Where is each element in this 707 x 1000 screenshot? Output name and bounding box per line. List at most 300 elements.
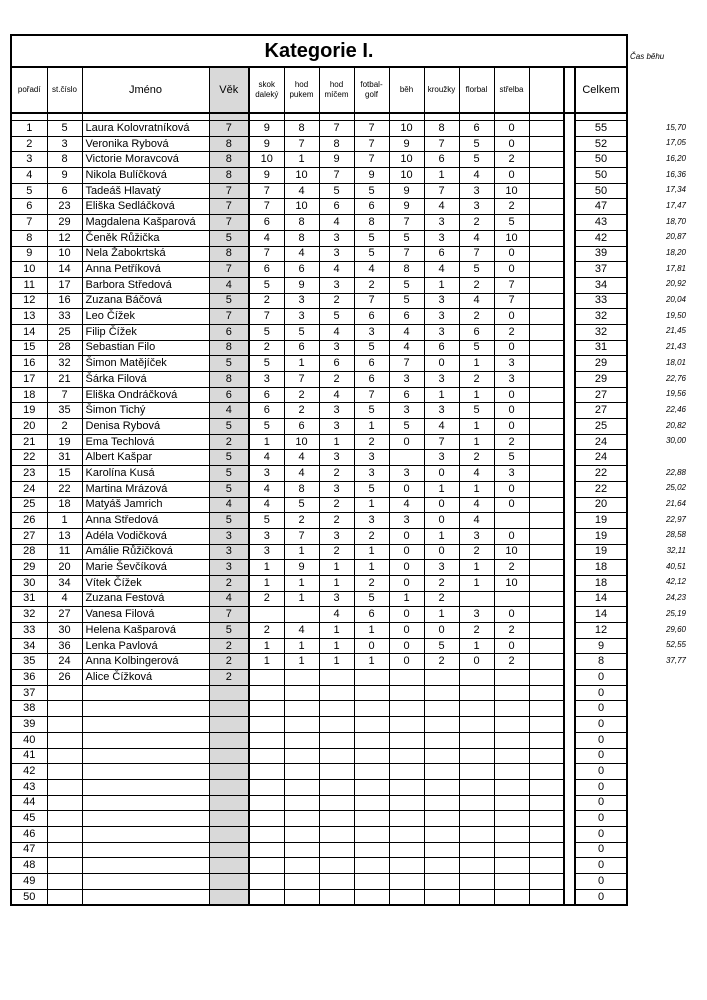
run-time-value: 24,23: [665, 593, 686, 603]
score-cell: 6: [284, 262, 319, 278]
score-cell: 9: [319, 152, 354, 168]
score-cell: [424, 717, 459, 733]
score-cell: 1: [459, 575, 494, 591]
age-cell: [209, 795, 249, 811]
score-cell: 2: [354, 528, 389, 544]
score-cell: 9: [389, 199, 424, 215]
start-number-cell: 14: [47, 262, 82, 278]
score-cell: [529, 544, 564, 560]
age-cell: [209, 858, 249, 874]
start-number-cell: 34: [47, 575, 82, 591]
score-cell: 2: [319, 544, 354, 560]
table-row: [11, 168, 627, 184]
score-cell: 3: [354, 324, 389, 340]
score-cell: [249, 685, 284, 701]
score-cell: 6: [249, 262, 284, 278]
start-number-cell: 8: [47, 152, 82, 168]
age-cell: 7: [209, 121, 249, 137]
total-cell: 0: [575, 732, 627, 748]
total-cell: 0: [575, 858, 627, 874]
score-cell: 0: [494, 340, 529, 356]
score-cell: 3: [319, 591, 354, 607]
score-cell: [529, 513, 564, 529]
score-cell: 10: [389, 168, 424, 184]
score-cell: 4: [249, 497, 284, 513]
score-cell: [494, 858, 529, 874]
header-gap: [564, 67, 575, 113]
score-cell: 6: [319, 199, 354, 215]
gap-cell: [564, 513, 575, 529]
name-cell: Alice Čížková: [82, 670, 209, 686]
name-cell: Ema Techlová: [82, 434, 209, 450]
score-cell: 5: [249, 324, 284, 340]
header-poradi: pořadí: [11, 67, 47, 113]
gap-cell: [564, 544, 575, 560]
score-cell: 9: [389, 183, 424, 199]
score-cell: [284, 779, 319, 795]
rank-cell: 21: [11, 434, 47, 450]
start-number-cell: 5: [47, 121, 82, 137]
score-cell: 1: [284, 356, 319, 372]
score-cell: 9: [354, 168, 389, 184]
score-cell: [319, 779, 354, 795]
score-cell: 2: [319, 497, 354, 513]
total-cell: 14: [575, 591, 627, 607]
score-cell: [319, 889, 354, 905]
run-time-value: 22,46: [665, 404, 686, 414]
start-number-cell: 11: [47, 544, 82, 560]
header-krouzky: kroužky: [424, 67, 459, 113]
score-cell: 1: [319, 434, 354, 450]
score-cell: 2: [354, 277, 389, 293]
rank-cell: 6: [11, 199, 47, 215]
score-cell: 2: [459, 544, 494, 560]
score-cell: [529, 858, 564, 874]
total-cell: 24: [575, 434, 627, 450]
total-cell: 0: [575, 889, 627, 905]
score-cell: 5: [389, 293, 424, 309]
score-cell: 6: [354, 356, 389, 372]
rank-cell: 18: [11, 387, 47, 403]
score-cell: 6: [249, 387, 284, 403]
table-row: [11, 858, 627, 874]
score-cell: [249, 670, 284, 686]
score-cell: 4: [319, 387, 354, 403]
table-row: [11, 591, 627, 607]
score-cell: 0: [494, 481, 529, 497]
score-cell: 10: [389, 152, 424, 168]
score-cell: [354, 889, 389, 905]
total-cell: 0: [575, 811, 627, 827]
score-cell: 10: [494, 575, 529, 591]
gap-cell: [564, 607, 575, 623]
rank-cell: 40: [11, 732, 47, 748]
age-cell: 5: [209, 450, 249, 466]
run-time-header: Čas běhu: [630, 52, 665, 61]
score-cell: 7: [284, 136, 319, 152]
score-cell: 1: [424, 277, 459, 293]
score-cell: [424, 701, 459, 717]
score-cell: 1: [459, 481, 494, 497]
score-cell: [389, 450, 424, 466]
run-time-value: 19,50: [665, 310, 686, 320]
name-cell: Albert Kašpar: [82, 450, 209, 466]
score-cell: [459, 764, 494, 780]
age-cell: 6: [209, 324, 249, 340]
score-cell: 2: [319, 466, 354, 482]
total-cell: 0: [575, 826, 627, 842]
age-cell: 2: [209, 654, 249, 670]
score-cell: [494, 889, 529, 905]
age-cell: 5: [209, 293, 249, 309]
header-celkem: Celkem: [575, 67, 627, 113]
gap-cell: [564, 136, 575, 152]
score-cell: 4: [319, 215, 354, 231]
name-cell: [82, 889, 209, 905]
score-cell: [389, 685, 424, 701]
score-cell: [249, 826, 284, 842]
score-cell: [354, 779, 389, 795]
table-row: [11, 889, 627, 905]
rank-cell: 36: [11, 670, 47, 686]
table-row: [11, 607, 627, 623]
score-cell: 3: [459, 528, 494, 544]
score-cell: 0: [389, 623, 424, 639]
run-time-value: 20,87: [665, 232, 686, 242]
score-cell: [389, 858, 424, 874]
table-row: [11, 717, 627, 733]
start-number-cell: 1: [47, 513, 82, 529]
age-cell: [209, 732, 249, 748]
total-cell: 0: [575, 748, 627, 764]
start-number-cell: 13: [47, 528, 82, 544]
score-cell: 2: [249, 340, 284, 356]
score-cell: 4: [424, 199, 459, 215]
score-cell: [319, 826, 354, 842]
score-cell: 2: [494, 324, 529, 340]
score-cell: 10: [284, 199, 319, 215]
score-cell: [424, 779, 459, 795]
age-cell: 8: [209, 372, 249, 388]
score-cell: 2: [459, 450, 494, 466]
score-cell: [529, 387, 564, 403]
score-cell: [459, 591, 494, 607]
rank-cell: 43: [11, 779, 47, 795]
name-cell: [82, 842, 209, 858]
score-cell: [529, 403, 564, 419]
score-cell: [354, 732, 389, 748]
score-cell: [494, 685, 529, 701]
score-cell: 9: [284, 277, 319, 293]
score-cell: [249, 701, 284, 717]
start-number-cell: 18: [47, 497, 82, 513]
total-cell: 20: [575, 497, 627, 513]
rank-cell: 9: [11, 246, 47, 262]
score-cell: 2: [249, 591, 284, 607]
score-cell: 3: [319, 481, 354, 497]
start-number-cell: [47, 685, 82, 701]
score-cell: [284, 685, 319, 701]
score-cell: 5: [459, 340, 494, 356]
score-cell: 0: [389, 607, 424, 623]
age-cell: 5: [209, 513, 249, 529]
score-cell: 6: [424, 246, 459, 262]
gap-cell: [564, 277, 575, 293]
score-cell: [424, 889, 459, 905]
score-cell: [529, 497, 564, 513]
rank-cell: 1: [11, 121, 47, 137]
start-number-cell: [47, 889, 82, 905]
score-cell: 8: [389, 262, 424, 278]
score-cell: [459, 717, 494, 733]
score-cell: 5: [494, 215, 529, 231]
score-cell: 7: [284, 528, 319, 544]
score-cell: 3: [319, 450, 354, 466]
score-cell: 0: [389, 481, 424, 497]
score-cell: 0: [494, 638, 529, 654]
score-cell: 9: [249, 121, 284, 137]
score-cell: 0: [424, 544, 459, 560]
score-cell: 0: [494, 497, 529, 513]
score-cell: 5: [459, 262, 494, 278]
name-cell: Eliška Sedláčková: [82, 199, 209, 215]
total-cell: 0: [575, 842, 627, 858]
age-cell: [209, 701, 249, 717]
age-cell: 7: [209, 199, 249, 215]
run-time-value: 25,19: [665, 608, 686, 618]
score-cell: 5: [249, 277, 284, 293]
score-cell: [529, 168, 564, 184]
score-cell: 3: [319, 528, 354, 544]
score-cell: [459, 732, 494, 748]
score-cell: [494, 795, 529, 811]
score-cell: 2: [494, 152, 529, 168]
score-cell: [459, 858, 494, 874]
score-cell: 3: [389, 372, 424, 388]
score-cell: 9: [249, 136, 284, 152]
table-row: [11, 466, 627, 482]
header-st-cislo: st.číslo: [47, 67, 82, 113]
name-cell: Veronika Rybová: [82, 136, 209, 152]
age-cell: 8: [209, 136, 249, 152]
table-row: [11, 434, 627, 450]
age-cell: 6: [209, 387, 249, 403]
score-cell: [284, 842, 319, 858]
score-cell: [319, 764, 354, 780]
name-cell: Barbora Středová: [82, 277, 209, 293]
score-cell: [284, 874, 319, 890]
name-cell: Nikola Bulíčková: [82, 168, 209, 184]
score-cell: [529, 717, 564, 733]
table-row: [11, 701, 627, 717]
gap-cell: [564, 701, 575, 717]
total-cell: 50: [575, 152, 627, 168]
table-row: [11, 183, 627, 199]
header-florbal: florbal: [459, 67, 494, 113]
score-cell: 0: [494, 403, 529, 419]
name-cell: Anna Středová: [82, 513, 209, 529]
run-time-value: 28,58: [665, 530, 686, 540]
age-cell: 4: [209, 277, 249, 293]
score-cell: 0: [424, 356, 459, 372]
start-number-cell: 21: [47, 372, 82, 388]
rank-cell: 50: [11, 889, 47, 905]
rank-cell: 17: [11, 372, 47, 388]
age-cell: 7: [209, 262, 249, 278]
name-cell: Laura Kolovratníková: [82, 121, 209, 137]
score-cell: 7: [284, 372, 319, 388]
rank-cell: 30: [11, 575, 47, 591]
score-cell: 2: [494, 560, 529, 576]
score-cell: [249, 874, 284, 890]
score-cell: [529, 826, 564, 842]
score-cell: 3: [424, 324, 459, 340]
total-cell: 0: [575, 764, 627, 780]
start-number-cell: 31: [47, 450, 82, 466]
run-time-value: 16,20: [665, 153, 686, 163]
score-cell: [529, 638, 564, 654]
score-cell: [459, 826, 494, 842]
score-cell: 6: [389, 309, 424, 325]
total-cell: 0: [575, 670, 627, 686]
gap-cell: [564, 795, 575, 811]
name-cell: Martina Mrázová: [82, 481, 209, 497]
table-row: [11, 826, 627, 842]
age-cell: 5: [209, 230, 249, 246]
run-time-value: 18,20: [665, 248, 686, 257]
score-cell: [284, 795, 319, 811]
start-number-cell: 30: [47, 623, 82, 639]
score-cell: [424, 874, 459, 890]
score-cell: [319, 874, 354, 890]
name-cell: Anna Petříková: [82, 262, 209, 278]
score-cell: 0: [494, 387, 529, 403]
score-cell: 3: [424, 230, 459, 246]
start-number-cell: 23: [47, 199, 82, 215]
score-cell: 1: [424, 168, 459, 184]
score-cell: 5: [354, 591, 389, 607]
score-cell: [319, 701, 354, 717]
score-cell: [284, 889, 319, 905]
run-time-value: 20,04: [665, 295, 686, 305]
score-cell: [529, 874, 564, 890]
score-cell: 4: [249, 230, 284, 246]
total-cell: 0: [575, 701, 627, 717]
score-cell: 2: [494, 434, 529, 450]
score-cell: [529, 230, 564, 246]
start-number-cell: 28: [47, 340, 82, 356]
score-cell: [529, 623, 564, 639]
rank-cell: 2: [11, 136, 47, 152]
score-cell: [249, 811, 284, 827]
total-cell: 12: [575, 623, 627, 639]
gap-cell: [564, 152, 575, 168]
gap-cell: [564, 262, 575, 278]
score-cell: [529, 246, 564, 262]
name-cell: Magdalena Kašparová: [82, 215, 209, 231]
score-cell: [249, 764, 284, 780]
total-cell: 31: [575, 340, 627, 356]
rank-cell: 7: [11, 215, 47, 231]
run-time-value: 20,92: [665, 279, 686, 289]
start-number-cell: [47, 858, 82, 874]
age-cell: [209, 826, 249, 842]
score-cell: [249, 732, 284, 748]
gap-cell: [564, 575, 575, 591]
score-cell: 3: [354, 450, 389, 466]
table-row: [11, 262, 627, 278]
score-cell: 1: [249, 434, 284, 450]
score-cell: [319, 670, 354, 686]
table-row: [11, 293, 627, 309]
score-cell: 3: [354, 513, 389, 529]
total-cell: 8: [575, 654, 627, 670]
table-row: [11, 685, 627, 701]
score-cell: 4: [459, 466, 494, 482]
score-cell: [529, 309, 564, 325]
score-cell: 2: [424, 575, 459, 591]
score-cell: [529, 748, 564, 764]
score-cell: [249, 748, 284, 764]
age-cell: 3: [209, 528, 249, 544]
gap-cell: [564, 356, 575, 372]
name-cell: [82, 717, 209, 733]
total-cell: 0: [575, 717, 627, 733]
rank-cell: 48: [11, 858, 47, 874]
score-cell: [529, 199, 564, 215]
start-number-cell: 24: [47, 654, 82, 670]
score-cell: 7: [459, 246, 494, 262]
total-cell: 37: [575, 262, 627, 278]
gap-cell: [564, 889, 575, 905]
score-cell: 1: [354, 560, 389, 576]
total-cell: 24: [575, 450, 627, 466]
rank-cell: 33: [11, 623, 47, 639]
page-title: Kategorie I.: [11, 35, 627, 67]
start-number-cell: 7: [47, 387, 82, 403]
name-cell: Denisa Rybová: [82, 419, 209, 435]
score-cell: 3: [284, 293, 319, 309]
score-cell: 2: [249, 293, 284, 309]
score-cell: [529, 121, 564, 137]
score-cell: 3: [354, 466, 389, 482]
rank-cell: 24: [11, 481, 47, 497]
score-cell: 1: [284, 152, 319, 168]
rank-cell: 31: [11, 591, 47, 607]
table-row: [11, 544, 627, 560]
table-row: [11, 403, 627, 419]
score-cell: 6: [424, 340, 459, 356]
gap-cell: [564, 199, 575, 215]
score-cell: 2: [424, 654, 459, 670]
name-cell: [82, 858, 209, 874]
score-cell: [494, 748, 529, 764]
rank-cell: 4: [11, 168, 47, 184]
score-cell: 6: [354, 199, 389, 215]
run-time-value: 17,81: [665, 263, 686, 273]
gap-cell: [564, 434, 575, 450]
age-cell: [209, 685, 249, 701]
name-cell: Adéla Vodičková: [82, 528, 209, 544]
score-cell: [529, 277, 564, 293]
score-cell: [459, 748, 494, 764]
score-cell: [319, 842, 354, 858]
gap-cell: [564, 183, 575, 199]
gap-cell: [564, 623, 575, 639]
score-cell: 8: [284, 215, 319, 231]
score-cell: 5: [494, 450, 529, 466]
name-cell: Nela Žabokrtská: [82, 246, 209, 262]
